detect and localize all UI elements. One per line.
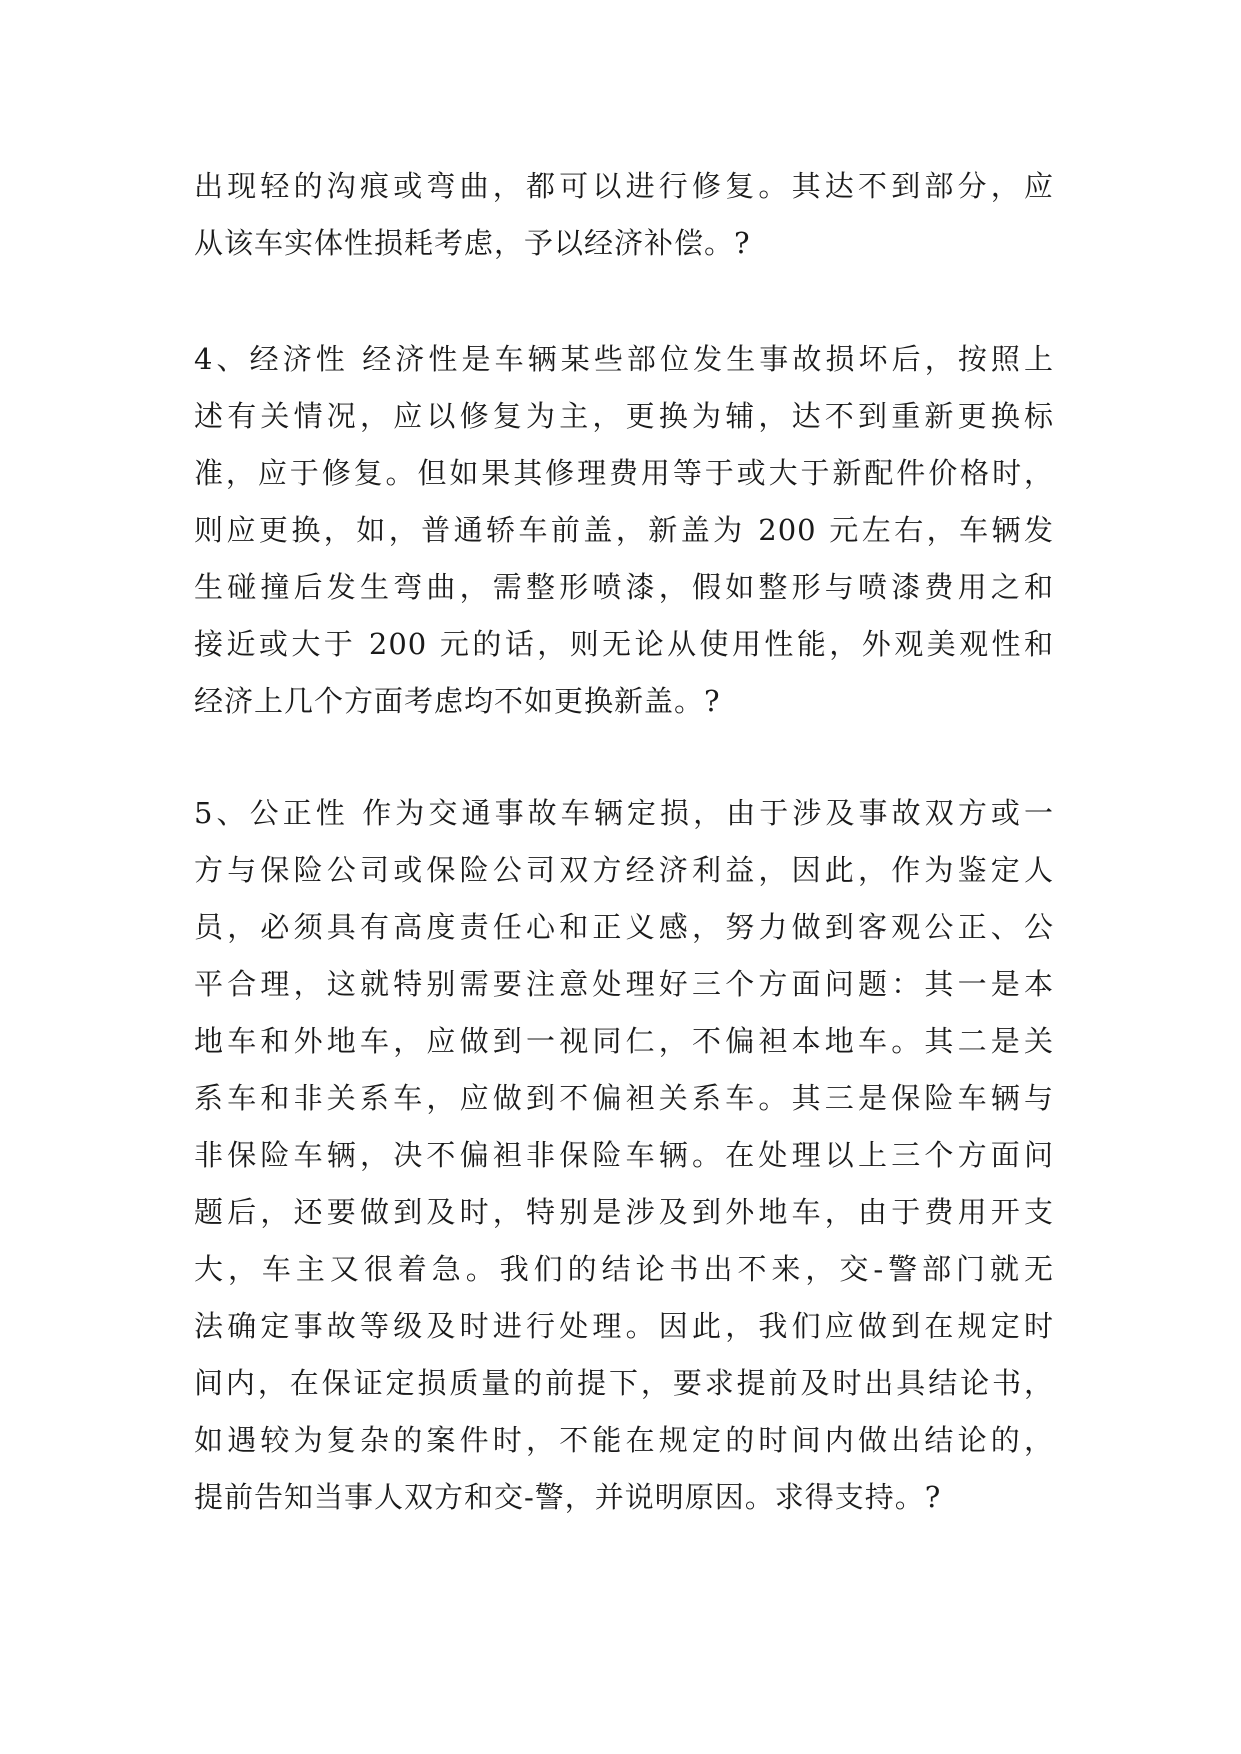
text-line: 出现轻的沟痕或弯曲，都可以进行修复。其达不到部分，应 — [194, 169, 1054, 203]
paragraph-economy — [194, 331, 1054, 730]
text-line: 方与保险公司或保险公司双方经济利益，因此，作为鉴定人 — [194, 853, 1054, 887]
text-line: 接近或大于 200 元的话，则无论从使用性能，外观美观性和 — [194, 627, 1054, 661]
text-line: 系车和非关系车，应做到不偏袒关系车。其三是保险车辆与 — [194, 1081, 1054, 1115]
text-line: 法确定事故等级及时进行处理。因此，我们应做到在规定时 — [194, 1309, 1054, 1343]
text-line: 大，车主又很着急。我们的结论书出不来，交-警部门就无 — [194, 1252, 1054, 1286]
paragraph-fairness — [194, 785, 1054, 1526]
text-line: 员，必须具有高度责任心和正义感，努力做到客观公正、公 — [194, 910, 1054, 944]
paragraph-repair-continuation — [194, 158, 1054, 272]
text-line: 准，应于修复。但如果其修理费用等于或大于新配件价格时， — [194, 456, 1054, 490]
text-line: 从该车实体性损耗考虑，予以经济补偿。? — [194, 226, 751, 260]
text-line: 经济上几个方面考虑均不如更换新盖。? — [194, 684, 721, 718]
text-line: 提前告知当事人双方和交-警，并说明原因。求得支持。? — [194, 1480, 942, 1514]
text-line: 题后，还要做到及时，特别是涉及到外地车，由于费用开支 — [194, 1195, 1054, 1229]
text-line: 间内，在保证定损质量的前提下，要求提前及时出具结论书， — [194, 1366, 1054, 1400]
text-line: 则应更换，如，普通轿车前盖，新盖为 200 元左右，车辆发 — [194, 513, 1054, 547]
text-line: 述有关情况，应以修复为主，更换为辅，达不到重新更换标 — [194, 399, 1054, 433]
text-line: 4、经济性 经济性是车辆某些部位发生事故损坏后，按照上 — [194, 342, 1054, 376]
text-line: 5、公正性 作为交通事故车辆定损，由于涉及事故双方或一 — [194, 796, 1054, 830]
text-line: 如遇较为复杂的案件时，不能在规定的时间内做出结论的， — [194, 1423, 1054, 1457]
text-line: 生碰撞后发生弯曲，需整形喷漆，假如整形与喷漆费用之和 — [194, 570, 1054, 604]
text-line: 平合理，这就特别需要注意处理好三个方面问题：其一是本 — [194, 967, 1054, 1001]
text-line: 非保险车辆，决不偏袒非保险车辆。在处理以上三个方面问 — [194, 1138, 1054, 1172]
text-line: 地车和外地车，应做到一视同仁，不偏袒本地车。其二是关 — [194, 1024, 1054, 1058]
